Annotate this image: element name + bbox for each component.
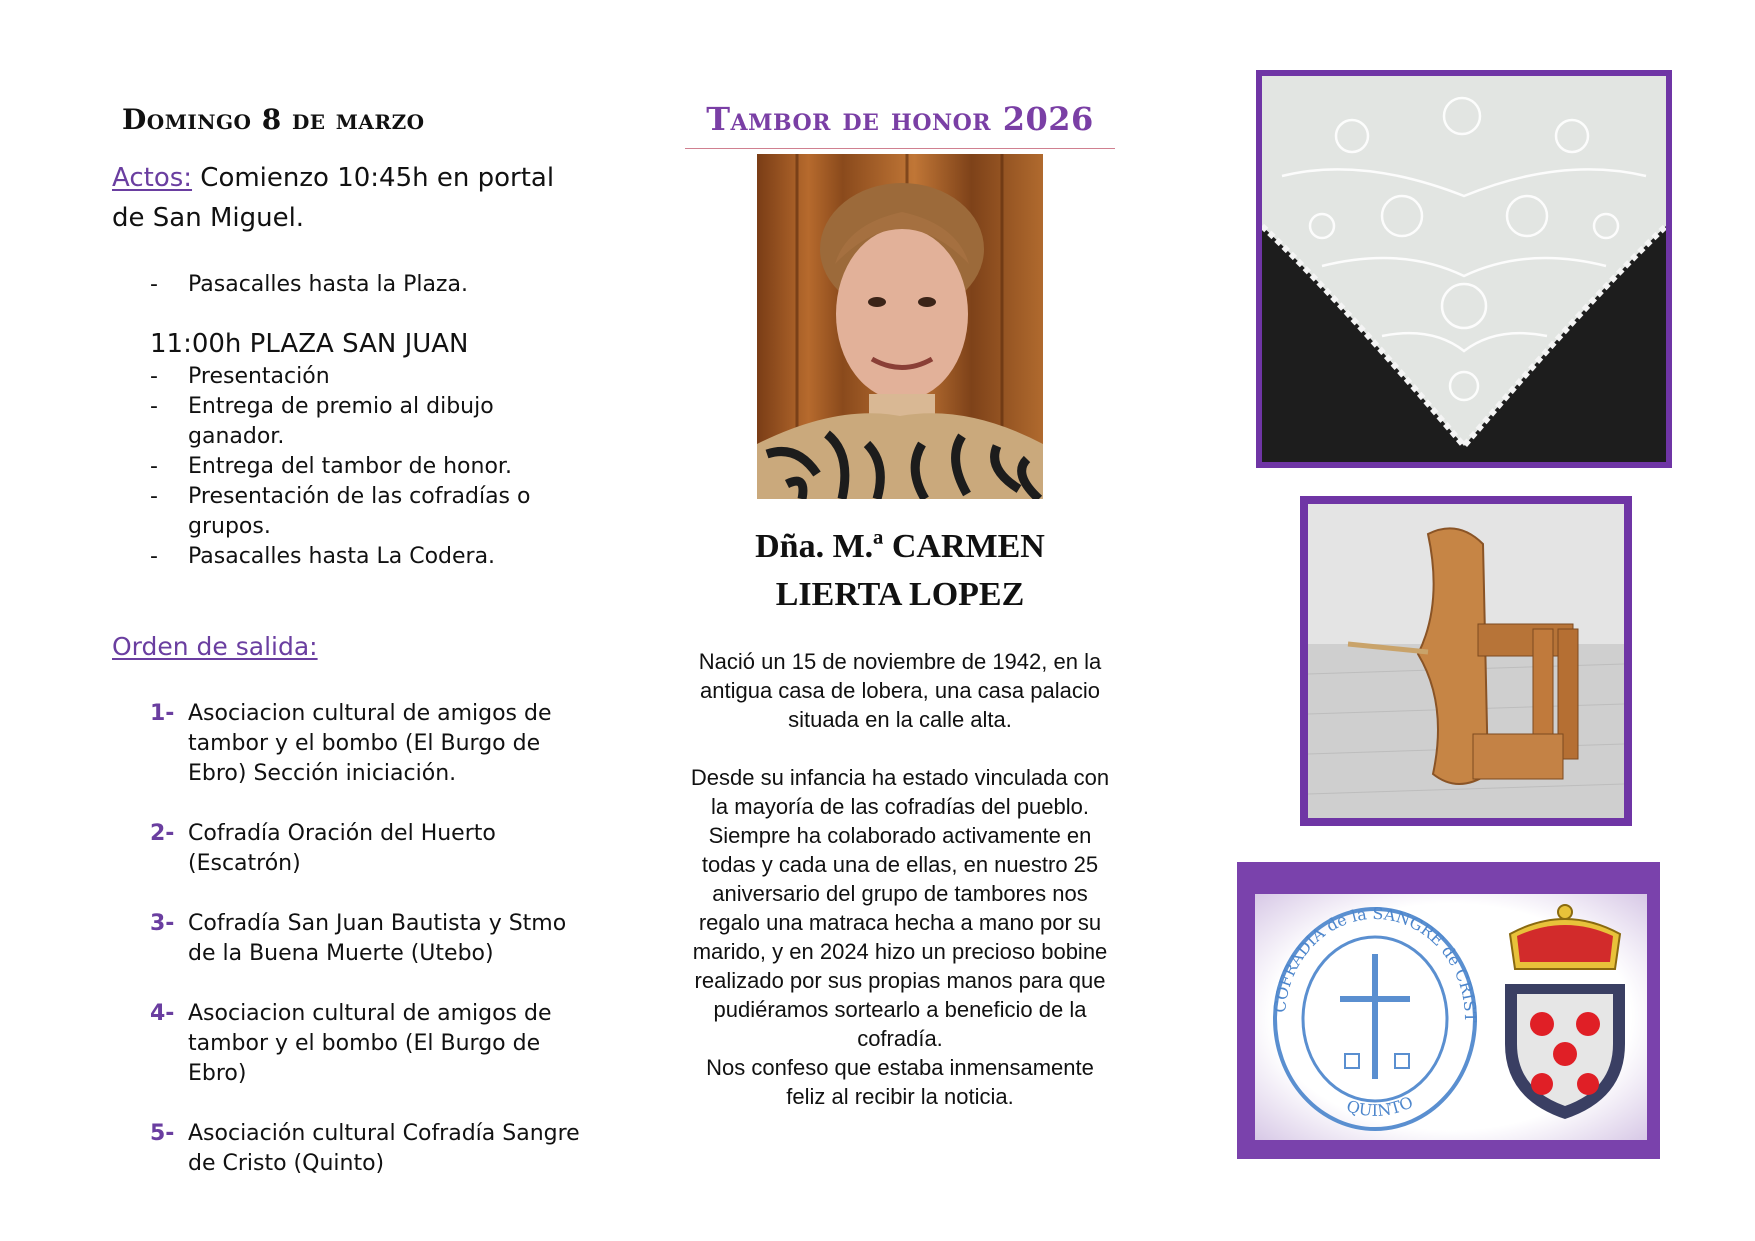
matraca-photo xyxy=(1300,496,1632,826)
left-column xyxy=(112,95,582,1209)
orden-label: Orden de salida: xyxy=(112,632,318,661)
item-number: 5- xyxy=(150,1121,175,1146)
seal-text-top: COFRADIA de la SANGRE de CRIST xyxy=(1270,903,1481,1023)
day-title: Domingo 8 de marzo xyxy=(122,103,425,136)
shawl-photo xyxy=(1256,70,1672,468)
lace-shawl-illustration xyxy=(1262,76,1666,462)
honoree-name xyxy=(685,523,1115,619)
biography xyxy=(685,647,1115,1111)
wooden-matraca-illustration xyxy=(1308,504,1624,818)
bio-paragraph: Nació un 15 de noviembre de 1942, en la antigua casa de lobera, una casa palacio situada en la calle alta. xyxy=(698,649,1102,732)
plaza-list xyxy=(112,362,582,572)
orden-list xyxy=(112,699,582,1179)
logos-background xyxy=(1255,894,1647,1140)
item-number: 4- xyxy=(150,1001,175,1026)
item-number: 2- xyxy=(150,821,175,846)
bio-paragraph: Desde su infancia ha estado vinculada con la mayoría de las cofradías del pueblo. xyxy=(690,765,1110,819)
actos-paragraph xyxy=(112,158,582,238)
first-list xyxy=(112,270,582,300)
list-item xyxy=(112,699,582,789)
center-column xyxy=(685,100,1115,1111)
item-text: Asociacion cultural de amigos de tambor y el bombo (El Burgo de Ebro) Sección iniciación. xyxy=(188,701,552,786)
item-text: Asociacion cultural de amigos de tambor y el bombo (El Burgo de Ebro) xyxy=(188,1001,552,1086)
list-item xyxy=(112,999,582,1089)
actos-label: Actos: xyxy=(112,163,193,193)
seal-text-bottom: QUINTO xyxy=(1344,1092,1416,1121)
bio-paragraph: Siempre ha colaborado activamente en todas y cada una de ellas, en nuestro 25 aniversario del grupo de tambores nos regalo una matraca hecha a mano por su marido, y en 2024 hizo un precioso bobine realizado por sus propias manos para que pudiéramos sortearlo a beneficio de la cofradía. xyxy=(692,823,1108,1051)
honor-title: Tambor de honor 2026 xyxy=(685,100,1115,149)
cross-icon xyxy=(1340,954,1410,1079)
item-text: Cofradía San Juan Bautista y Stmo de la Buena Muerte (Utebo) xyxy=(188,911,567,966)
item-number: 1- xyxy=(150,701,175,726)
actos-text: Comienzo 10:45h en portal de San Miguel. xyxy=(112,163,555,233)
portrait-illustration xyxy=(757,154,1043,499)
portrait-photo xyxy=(757,154,1043,499)
list-item: - Entrega de premio al dibujo ganador. xyxy=(112,392,582,452)
list-item: - Pasacalles hasta La Codera. xyxy=(112,542,582,572)
list-item xyxy=(112,1119,582,1179)
list-item: - Entrega del tambor de honor. xyxy=(112,452,582,482)
coat-of-arms-icon xyxy=(1505,905,1625,1119)
list-item xyxy=(112,909,582,969)
plaza-heading: 11:00h PLAZA SAN JUAN xyxy=(150,329,469,359)
orden-title xyxy=(112,632,582,661)
list-item xyxy=(112,819,582,879)
item-text: Cofradía Oración del Huerto (Escatrón) xyxy=(188,821,496,876)
item-number: 3- xyxy=(150,911,175,936)
list-item: - Pasacalles hasta la Plaza. xyxy=(112,270,582,300)
bio-paragraph: Nos confeso que estaba inmensamente feliz al recibir la noticia. xyxy=(706,1055,1094,1109)
list-item: - Presentación de las cofradías o grupos. xyxy=(112,482,582,542)
logos-panel xyxy=(1237,862,1660,1159)
list-item: - Presentación xyxy=(112,362,582,392)
honoree-line1: Dña. M.ª CARMEN xyxy=(755,528,1045,565)
cofradia-seal-and-coat-of-arms xyxy=(1255,894,1647,1140)
honoree-line2: LIERTA LOPEZ xyxy=(775,576,1025,613)
item-text: Asociación cultural Cofradía Sangre de Cristo (Quinto) xyxy=(188,1121,580,1176)
